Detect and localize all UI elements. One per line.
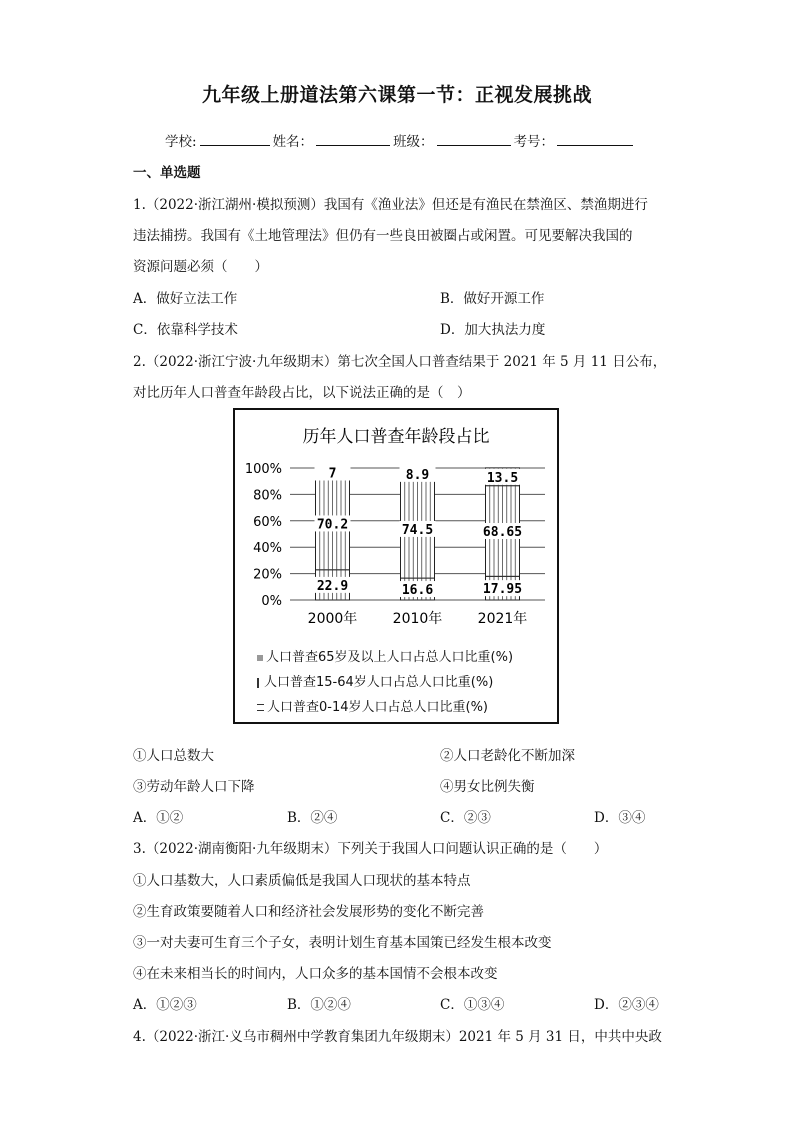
x-category-label: 2000年 [307,611,358,627]
legend-item-65-plus [257,646,513,665]
student-info-row [165,130,636,150]
q2-option-d[interactable]: D．③④ [594,810,646,826]
page-title: 九年级上册道法第六课第一节：正视发展挑战 [201,84,592,106]
population-age-chart [233,408,559,724]
y-tick-label: 0% [261,594,282,609]
q3-statement-2: ②生育政策要随着人口和经济社会发展形势的变化不断完善 [133,904,484,920]
y-tick-label: 20% [253,567,282,583]
q3-option-c[interactable]: C．①③④ [440,997,505,1013]
y-tick-label: 40% [253,541,282,557]
legend-item-0-14 [257,696,488,715]
data-label: 17.95 [482,582,523,598]
school-label: 学校: [165,134,197,150]
legend-swatch-15-64 [257,678,259,688]
chart-title: 历年人口普查年龄段占比 [302,427,490,447]
q1-option-a[interactable]: A．做好立法工作 [133,291,238,307]
q1-option-b[interactable]: B．做好开源工作 [440,291,545,307]
legend-swatch-65-plus [257,655,263,661]
y-tick-label: 80% [253,488,282,504]
q3-line-1: 3.（2022·湖南衡阳·九年级期末）下列关于我国人口问题认识正确的是（ ） [133,841,608,857]
legend-label-0-14: 人口普查0-14岁人口占总人口比重(%) [267,700,489,715]
q2-statement-2: ②人口老龄化不断加深 [440,748,575,764]
exam-number-blank[interactable] [557,131,633,146]
legend-item-15-64 [257,671,493,690]
legend-label-15-64: 人口普查15-64岁人口占总人口比重(%) [264,675,494,690]
name-blank[interactable] [316,131,390,146]
q2-option-c[interactable]: C．②③ [440,810,491,826]
q3-option-a[interactable]: A．①②③ [133,997,197,1013]
q4-line-1: 4.（2022·浙江·义乌市稠州中学教育集团九年级期末）2021 年 5 月 31 日，中共中央政 [133,1029,662,1045]
q2-statement-3: ③劳动年龄人口下降 [133,779,255,795]
q3-statement-4: ④在未来相当长的时间内，人口众多的基本国情不会根本改变 [133,966,498,982]
q1-line-2: 违法捕捞。我国有《土地管理法》但仍有一些良田被圈占或闲置。可见要解决我国的 [133,228,633,244]
q3-option-b[interactable]: B．①②④ [287,997,351,1013]
q1-line-3: 资源问题必须（ ） [133,259,268,275]
q3-statement-1: ①人口基数大，人口素质偏低是我国人口现状的基本特点 [133,873,471,889]
data-label: 13.5 [486,470,519,486]
data-label: 7 [328,466,337,482]
q2-line-1: 2.（2022·浙江宁波·九年级期末）第七次全国人口普查结果于 2021 年 5 月 11 日公布， [133,354,667,370]
name-label: 姓名： [272,134,314,150]
data-label: 16.6 [401,583,434,599]
y-tick-label: 60% [253,514,282,530]
x-category-label: 2021年 [477,611,528,627]
data-label: 74.5 [401,522,434,538]
q1-option-c[interactable]: C．依靠科学技术 [133,322,238,338]
y-axis-ticks [245,462,282,609]
class-label: 班级： [393,134,434,150]
section-heading: 一、单选题 [133,165,201,181]
q2-line-2: 对比历年人口普查年龄段占比，以下说法正确的是（ ） [133,385,471,401]
school-blank[interactable] [200,131,270,146]
q2-option-b[interactable]: B．②④ [287,810,338,826]
legend-swatch-0-14 [257,704,264,711]
chart-bars [315,464,523,600]
x-category-label: 2010年 [392,611,443,627]
y-tick-label: 100% [244,462,282,477]
data-label: 8.9 [405,467,430,483]
data-label: 68.65 [482,524,523,540]
q3-option-d[interactable]: D．②③④ [594,997,659,1013]
data-label: 22.9 [316,578,349,594]
q1-option-d[interactable]: D．加大执法力度 [440,322,546,338]
q3-statement-3: ③一对夫妻可生育三个子女，表明计划生育基本国策已经发生根本改变 [133,935,552,951]
x-axis-labels [308,610,528,627]
data-label: 70.2 [316,517,349,533]
q2-statement-1: ①人口总数大 [133,748,214,764]
q2-option-a[interactable]: A．①② [133,810,184,826]
q2-statement-4: ④男女比例失衡 [440,779,535,795]
exam-number-label: 考号： [513,134,555,150]
q1-line-1: 1.（2022·浙江湖州·模拟预测）我国有《渔业法》但还是有渔民在禁渔区、禁渔期进行 [133,197,648,213]
legend-label-65-plus: 人口普查65岁及以上人口占总人口比重(%) [266,650,514,665]
class-blank[interactable] [437,131,511,146]
